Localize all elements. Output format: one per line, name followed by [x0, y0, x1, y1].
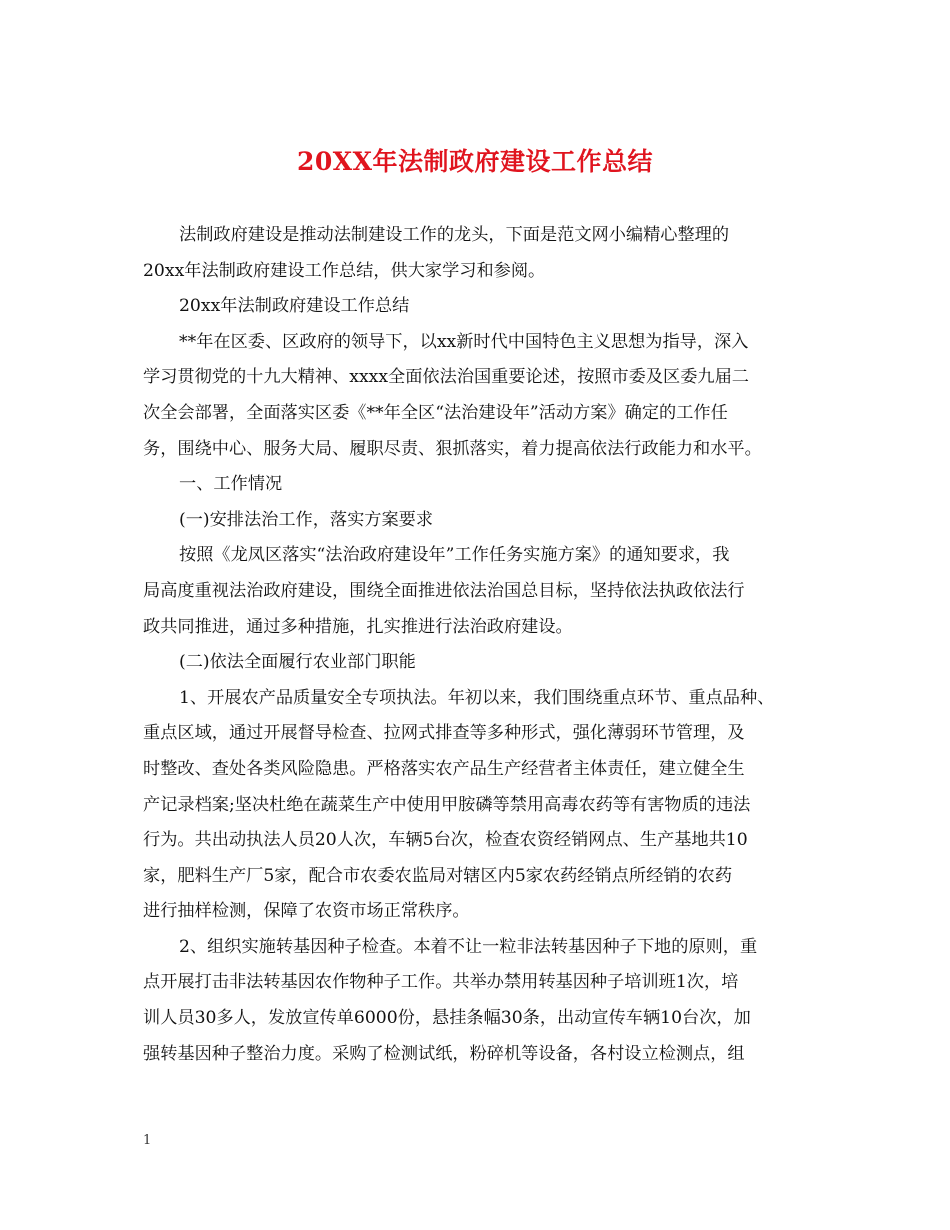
text-line: 学习贯彻党的十九大精神、xxxx全面依法治国重要论述，按照市委及区委九届二: [143, 367, 749, 388]
document-title: 20XX年法制政府建设工作总结: [296, 147, 654, 176]
text-line: 务，围绕中心、服务大局、履职尽责、狠抓落实，着力提高依法行政能力和水平。: [143, 438, 762, 459]
text-line: 次全会部署，全面落实区委《**年全区“法治建设年”活动方案》确定的工作任: [143, 402, 728, 423]
text-line: 1、开展农产品质量安全专项执法。年初以来，我们围绕重点环节、重点品种、: [179, 687, 775, 708]
text-line: 按照《龙凤区落实“法治政府建设年”工作任务实施方案》的通知要求，我: [179, 545, 730, 566]
document-body: [143, 218, 815, 1072]
text-line: 训人员30多人，发放宣传单6000份，悬挂条幅30条，出动宣传车辆10台次，加: [143, 1008, 751, 1029]
text-line: 家，肥料生产厂5家，配合市农委农监局对辖区内5家农药经销点所经销的农药: [143, 865, 733, 886]
text-line: 行为。共出动执法人员20人次，车辆5台次，检查农资经销网点、生产基地共10: [143, 830, 748, 851]
text-line: (一)安排法治工作，落实方案要求: [179, 509, 434, 530]
text-line: 重点区域，通过开展督导检查、拉网式排查等多种形式，强化薄弱环节管理，及: [143, 723, 745, 744]
text-line: 时整改、查处各类风险隐患。严格落实农产品生产经营者主体责任，建立健全生: [143, 758, 745, 779]
text-line: 一、工作情况: [179, 474, 283, 495]
text-line: 进行抽样检测，保障了农资市场正常秩序。: [143, 901, 470, 922]
text-line: 点开展打击非法转基因农作物种子工作。共举办禁用转基因种子培训班1次，培: [143, 972, 739, 993]
text-line: 法制政府建设是推动法制建设工作的龙头，下面是范文网小编精心整理的: [179, 225, 730, 245]
text-line: 产记录档案;坚决杜绝在蔬菜生产中使用甲胺磷等禁用高毒农药等有害物质的违法: [143, 794, 751, 815]
text-line: 20xx年法制政府建设工作总结: [179, 296, 410, 317]
text-line: (二)依法全面履行农业部门职能: [179, 652, 416, 673]
text-line: 局高度重视法治政府建设，围绕全面推进依法治国总目标，坚持依法执政依法行: [143, 580, 745, 601]
text-line: 2、组织实施转基因种子检查。本着不让一粒非法转基因种子下地的原则，重: [179, 936, 758, 957]
text-line: **年在区委、区政府的领导下，以xx新时代中国特色主义思想为指导，深入: [179, 331, 749, 352]
text-line: 政共同推进，通过多种措施，扎实推进行法治政府建设。: [143, 616, 573, 637]
page-number: 1: [143, 1133, 152, 1148]
text-line: 强转基因种子整治力度。采购了检测试纸，粉碎机等设备，各村设立检测点，组: [143, 1043, 745, 1064]
text-line: 20xx年法制政府建设工作总结，供大家学习和参阅。: [143, 260, 546, 281]
